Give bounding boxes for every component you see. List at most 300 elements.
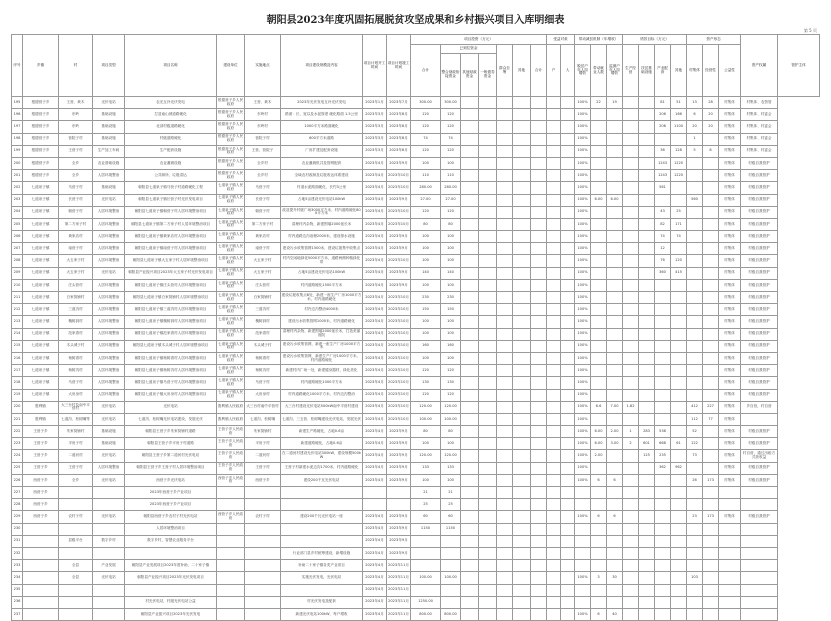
table-cell	[479, 97, 497, 109]
table-cell	[561, 304, 575, 316]
table-cell	[531, 413, 547, 425]
table-cell	[531, 352, 547, 364]
table-cell	[547, 377, 561, 389]
table-cell	[703, 426, 719, 438]
table-cell	[561, 340, 575, 352]
table-cell: 195	[12, 97, 23, 109]
table-cell	[531, 365, 547, 377]
table-cell	[703, 377, 719, 389]
table-cell	[591, 413, 607, 425]
table-cell	[623, 328, 639, 340]
table-cell	[687, 389, 703, 401]
table-cell: 人居环境整治	[93, 304, 125, 316]
table-cell	[703, 340, 719, 352]
table-cell	[531, 170, 547, 182]
table-cell	[639, 474, 655, 486]
table-cell: 七道泉子镇人民政府	[217, 304, 245, 316]
table-cell	[23, 547, 59, 559]
table-cell: 120.00	[411, 401, 441, 413]
table-cell	[461, 145, 479, 157]
table-cell	[387, 487, 411, 499]
table-cell: 120	[441, 109, 461, 121]
table-cell: 22	[591, 97, 607, 109]
table-cell: 大三台村建设光伏电站500kW南中平营村建设	[281, 401, 363, 413]
table-cell	[623, 194, 639, 206]
table-row	[12, 413, 820, 425]
table-cell: 村集体	[719, 389, 741, 401]
table-cell	[623, 365, 639, 377]
table-cell	[623, 170, 639, 182]
table-cell	[531, 426, 547, 438]
table-cell	[561, 608, 575, 620]
table-cell	[513, 438, 531, 450]
table-cell: 202	[12, 182, 23, 194]
table-cell	[561, 292, 575, 304]
table-cell	[497, 109, 513, 121]
table-cell: 人居环境整治	[93, 218, 125, 230]
table-cell: 2023年11月	[387, 608, 411, 620]
table-cell: 根德营子乡	[23, 157, 59, 169]
table-cell: 2023年10月	[387, 389, 411, 401]
table-cell	[531, 438, 547, 450]
table-cell: 七道泉子镇人民政府	[217, 218, 245, 230]
table-cell	[479, 218, 497, 230]
table-cell	[591, 560, 607, 572]
table-cell: 2023年4月	[363, 279, 387, 291]
table-cell: 224	[12, 450, 23, 462]
table-cell: 1150	[411, 523, 441, 535]
table-cell	[671, 279, 687, 291]
table-cell	[547, 231, 561, 243]
table-cell: 668	[655, 438, 671, 450]
table-cell: 100%	[575, 316, 591, 328]
table-cell: 南营子村	[245, 243, 281, 255]
table-row	[12, 584, 820, 596]
table-cell	[639, 170, 655, 182]
table-cell: 朝阳县王营子乡第二道河村光伏电站	[125, 450, 217, 462]
header-c2: 其他财政资金	[461, 54, 479, 97]
table-cell	[479, 474, 497, 486]
table-cell: 朝阳县产业发展项目2023年度补助，二十家子镇	[125, 560, 217, 572]
table-cell: 朱家窝铺村	[59, 426, 93, 438]
table-cell: 2023年9月	[387, 231, 411, 243]
table-cell	[497, 499, 513, 511]
table-cell: 6.6	[591, 401, 607, 413]
table-cell: 村集体	[719, 109, 741, 121]
table-cell: 黄家店村	[59, 231, 93, 243]
table-cell	[531, 511, 547, 523]
table-cell	[561, 535, 575, 547]
table-cell: 王营子乡	[23, 450, 59, 462]
table-cell	[479, 279, 497, 291]
table-cell	[497, 450, 513, 462]
table-cell	[639, 523, 655, 535]
table-cell	[497, 487, 513, 499]
table-cell: 村光伏发电及配套	[281, 596, 363, 608]
table-cell: 100%	[575, 182, 591, 194]
table-cell: 2023年9月	[387, 474, 411, 486]
table-cell	[639, 572, 655, 584]
table-cell: 七道泉子镇	[23, 340, 59, 352]
table-cell	[561, 438, 575, 450]
table-cell: 60	[411, 511, 441, 523]
table-cell	[461, 133, 479, 145]
table-cell	[513, 182, 531, 194]
table-cell: 100%	[575, 450, 591, 462]
table-cell: 七道泉子镇人民政府	[217, 328, 245, 340]
table-cell: 光伏电站	[93, 511, 125, 523]
table-cell: 公共厕所、垃圾清运	[125, 170, 217, 182]
table-cell: 100	[411, 438, 441, 450]
table-cell	[703, 352, 719, 364]
table-cell	[623, 511, 639, 523]
table-cell	[607, 584, 623, 596]
table-cell	[513, 206, 531, 218]
table-cell: 283	[639, 426, 655, 438]
table-cell	[623, 413, 639, 425]
table-cell: 223	[12, 438, 23, 450]
table-cell	[741, 499, 778, 511]
table-cell	[607, 292, 623, 304]
table-cell: 全县	[59, 572, 93, 584]
table-cell	[607, 560, 623, 572]
table-cell	[547, 547, 561, 559]
table-cell: 201	[12, 170, 23, 182]
table-cell	[655, 596, 671, 608]
table-cell	[639, 145, 655, 157]
table-cell: 100.00	[441, 413, 461, 425]
table-cell	[575, 523, 591, 535]
table-cell: 100	[441, 231, 461, 243]
table-cell: 七道泉子镇人民政府	[217, 377, 245, 389]
table-cell: 村集体	[719, 121, 741, 133]
table-cell	[687, 499, 703, 511]
header-c1: 整合财政衔接资金	[441, 54, 461, 97]
table-cell	[461, 511, 479, 523]
table-cell: 27.00	[411, 194, 441, 206]
table-cell	[639, 231, 655, 243]
table-cell	[497, 340, 513, 352]
table-cell: 2023年4月	[363, 572, 387, 584]
table-cell: 路面：长、宽以及水泥厚度 硬化路面 1.5公里	[281, 109, 363, 121]
table-cell	[639, 377, 655, 389]
table-cell: 2023年4月	[363, 462, 387, 474]
table-cell: 村集体	[719, 157, 741, 169]
table-cell: 100%	[575, 438, 591, 450]
table-cell	[703, 170, 719, 182]
table-cell	[607, 462, 623, 474]
table-cell	[513, 596, 531, 608]
table-cell	[23, 535, 59, 547]
table-cell: 根德营子乡	[23, 145, 59, 157]
table-cell	[547, 450, 561, 462]
table-cell	[547, 365, 561, 377]
table-cell	[671, 596, 687, 608]
table-cell	[479, 572, 497, 584]
table-cell	[703, 267, 719, 279]
table-row	[12, 352, 820, 364]
table-cell	[639, 243, 655, 255]
table-cell: 128	[671, 145, 687, 157]
table-cell: 2023年10月	[387, 316, 411, 328]
table-cell: 100%	[575, 462, 591, 474]
table-cell	[591, 133, 607, 145]
table-cell: 根德营子乡	[23, 133, 59, 145]
table-cell	[461, 352, 479, 364]
table-cell: 七道泉子镇人民政府	[217, 365, 245, 377]
table-cell	[531, 474, 547, 486]
table-cell	[561, 182, 575, 194]
table-cell: 根德营子乡人民政府	[217, 170, 245, 182]
table-cell: 朝阳县王营子乡王营子村人居环境整治项目	[125, 462, 217, 474]
table-cell	[561, 243, 575, 255]
table-cell: 马营子村	[59, 377, 93, 389]
table-cell: 七道泉子镇人民政府	[217, 340, 245, 352]
table-cell: 100	[411, 352, 441, 364]
table-cell	[513, 389, 531, 401]
table-cell	[671, 365, 687, 377]
table-cell: 6.00	[607, 194, 623, 206]
table-cell: 村级自我管护	[741, 328, 778, 340]
table-cell: 黄家店村	[245, 231, 281, 243]
table-cell	[623, 97, 639, 109]
table-cell: 130	[441, 377, 461, 389]
table-cell	[479, 194, 497, 206]
table-cell: 行业部门县乡村统筹建设，新增设施	[281, 547, 363, 559]
table-cell	[531, 243, 547, 255]
table-cell: 七道泉子镇人民政府	[217, 292, 245, 304]
table-cell	[461, 474, 479, 486]
table-cell	[591, 340, 607, 352]
table-cell: 77	[703, 413, 719, 425]
table-cell	[461, 596, 479, 608]
table-cell: 光伏电站	[93, 572, 125, 584]
table-cell	[547, 462, 561, 474]
table-cell	[547, 608, 561, 620]
table-cell: 30	[607, 572, 623, 584]
table-cell	[281, 584, 363, 596]
table-cell	[461, 121, 479, 133]
table-cell	[217, 572, 245, 584]
table-cell	[461, 340, 479, 352]
table-cell	[363, 499, 387, 511]
table-cell	[639, 328, 655, 340]
table-cell	[497, 365, 513, 377]
table-cell	[639, 584, 655, 596]
table-cell	[671, 292, 687, 304]
table-cell	[639, 487, 655, 499]
table-cell	[639, 304, 655, 316]
table-cell	[607, 304, 623, 316]
table-cell	[655, 499, 671, 511]
table-cell	[411, 560, 441, 572]
table-cell: 村集体	[719, 170, 741, 182]
table-cell	[687, 547, 703, 559]
table-cell	[217, 523, 245, 535]
table-cell: 七道泉子镇人民政府	[217, 389, 245, 401]
table-cell: 208	[12, 255, 23, 267]
table-cell	[479, 182, 497, 194]
table-cell: 80	[441, 426, 461, 438]
table-cell	[497, 438, 513, 450]
table-cell: 村集体	[719, 255, 741, 267]
table-cell	[575, 499, 591, 511]
table-cell	[531, 145, 547, 157]
table-cell: 人居环境整治	[93, 352, 125, 364]
table-cell	[671, 328, 687, 340]
table-cell	[703, 231, 719, 243]
table-cell: 王营子村	[245, 462, 281, 474]
table-cell: 229	[12, 511, 23, 523]
table-cell: 140	[441, 267, 461, 279]
table-cell	[655, 401, 671, 413]
table-cell	[671, 401, 687, 413]
table-cell	[687, 608, 703, 620]
header-owner: 资产权属	[741, 35, 778, 97]
table-cell	[671, 133, 687, 145]
table-cell	[607, 316, 623, 328]
table-cell	[687, 377, 703, 389]
table-cell: 2023年4月	[363, 292, 387, 304]
table-cell: 1	[623, 426, 639, 438]
table-cell: 13	[687, 97, 703, 109]
table-cell: 2023年9月	[387, 511, 411, 523]
table-cell: 朝阳县七道泉子镇黄家店村人居环境整治项目	[125, 231, 217, 243]
table-cell: 100%	[575, 389, 591, 401]
table-cell	[561, 487, 575, 499]
table-cell	[623, 523, 639, 535]
table-cell: 人居环境整治	[93, 365, 125, 377]
table-cell	[217, 535, 245, 547]
table-cell: 2023年10月	[387, 365, 411, 377]
table-cell	[217, 487, 245, 499]
table-cell: 2023年8月	[387, 109, 411, 121]
table-cell	[513, 450, 531, 462]
table-cell: 74	[655, 231, 671, 243]
table-cell	[639, 97, 655, 109]
table-cell	[497, 584, 513, 596]
table-cell: 七道泉子镇	[23, 292, 59, 304]
table-cell: 七道泉子镇人民政府	[217, 182, 245, 194]
table-cell	[461, 243, 479, 255]
project-detail-table	[11, 34, 820, 621]
table-cell	[547, 535, 561, 547]
table-cell	[513, 304, 531, 316]
table-cell: 建设垃圾收集点8处，新建一座生产厂房1000平方米，村内道路硬化	[281, 292, 363, 304]
table-cell	[623, 584, 639, 596]
table-cell	[547, 438, 561, 450]
table-cell	[703, 450, 719, 462]
table-cell: 村内道路边沟治理2000米，建设排水设施	[281, 231, 363, 243]
table-cell	[639, 401, 655, 413]
table-cell	[719, 608, 741, 620]
table-cell: 20	[703, 121, 719, 133]
table-cell: 215	[12, 340, 23, 352]
table-cell: 25	[671, 206, 687, 218]
table-cell	[441, 596, 461, 608]
table-cell: 100%	[575, 206, 591, 218]
table-cell	[607, 267, 623, 279]
table-cell	[531, 523, 547, 535]
table-row	[12, 438, 820, 450]
table-cell	[547, 97, 561, 109]
table-cell	[719, 523, 741, 535]
header-f1: 合计	[531, 45, 547, 97]
table-cell: 农村子村	[245, 511, 281, 523]
table-cell: 210	[12, 279, 23, 291]
table-cell: 2023年10月	[387, 401, 411, 413]
table-cell	[703, 462, 719, 474]
table-cell	[217, 608, 245, 620]
table-cell	[561, 206, 575, 218]
table-cell: 朝阳县七道泉子镇长营子村光伏发电项目	[125, 194, 217, 206]
table-cell: 东岭村	[245, 121, 281, 133]
table-cell	[531, 121, 547, 133]
table-cell	[497, 462, 513, 474]
table-cell	[497, 608, 513, 620]
table-cell	[513, 218, 531, 230]
table-cell	[23, 560, 59, 572]
table-cell	[531, 462, 547, 474]
table-cell: 100	[441, 279, 461, 291]
table-cell	[561, 194, 575, 206]
table-cell: 光伏电站	[125, 401, 217, 413]
table-cell: 西营子乡	[23, 511, 59, 523]
table-cell: 2023年3月	[363, 109, 387, 121]
header-asset-group: 资产形态	[687, 35, 741, 45]
table-cell	[531, 340, 547, 352]
table-cell: 西营子乡	[23, 499, 59, 511]
table-cell	[575, 560, 591, 572]
table-cell: 三道沟村	[59, 304, 93, 316]
table-cell	[687, 157, 703, 169]
table-cell: 村集体、村委会	[741, 121, 778, 133]
table-cell: 205	[12, 218, 23, 230]
table-cell	[719, 535, 741, 547]
table-cell: 朝营子村	[245, 206, 281, 218]
table-cell	[497, 170, 513, 182]
table-row	[12, 97, 820, 109]
table-cell	[479, 389, 497, 401]
table-cell	[497, 243, 513, 255]
table-cell	[655, 194, 671, 206]
table-cell: 2023年10月	[387, 218, 411, 230]
table-cell: 农光互补光伏发电	[125, 97, 217, 109]
table-cell	[479, 121, 497, 133]
table-cell	[623, 474, 639, 486]
table-cell: 2023年8月	[387, 145, 411, 157]
table-cell: 村内道路硬化1500平方米	[281, 279, 363, 291]
table-row	[12, 218, 820, 230]
table-cell	[497, 218, 513, 230]
table-cell	[591, 267, 607, 279]
table-cell	[513, 511, 531, 523]
table-cell	[497, 560, 513, 572]
table-cell: 七道泉子镇	[23, 243, 59, 255]
table-cell: 2023年4月	[363, 523, 387, 535]
table-row	[12, 279, 820, 291]
table-cell: 100	[441, 243, 461, 255]
table-cell	[639, 182, 655, 194]
table-cell	[639, 352, 655, 364]
table-cell: 2023年4月	[363, 608, 387, 620]
table-cell	[607, 523, 623, 535]
table-cell: 27.00	[441, 194, 461, 206]
table-cell: 2023年9月	[387, 462, 411, 474]
table-cell	[575, 487, 591, 499]
table-cell	[461, 572, 479, 584]
table-cell	[671, 584, 687, 596]
